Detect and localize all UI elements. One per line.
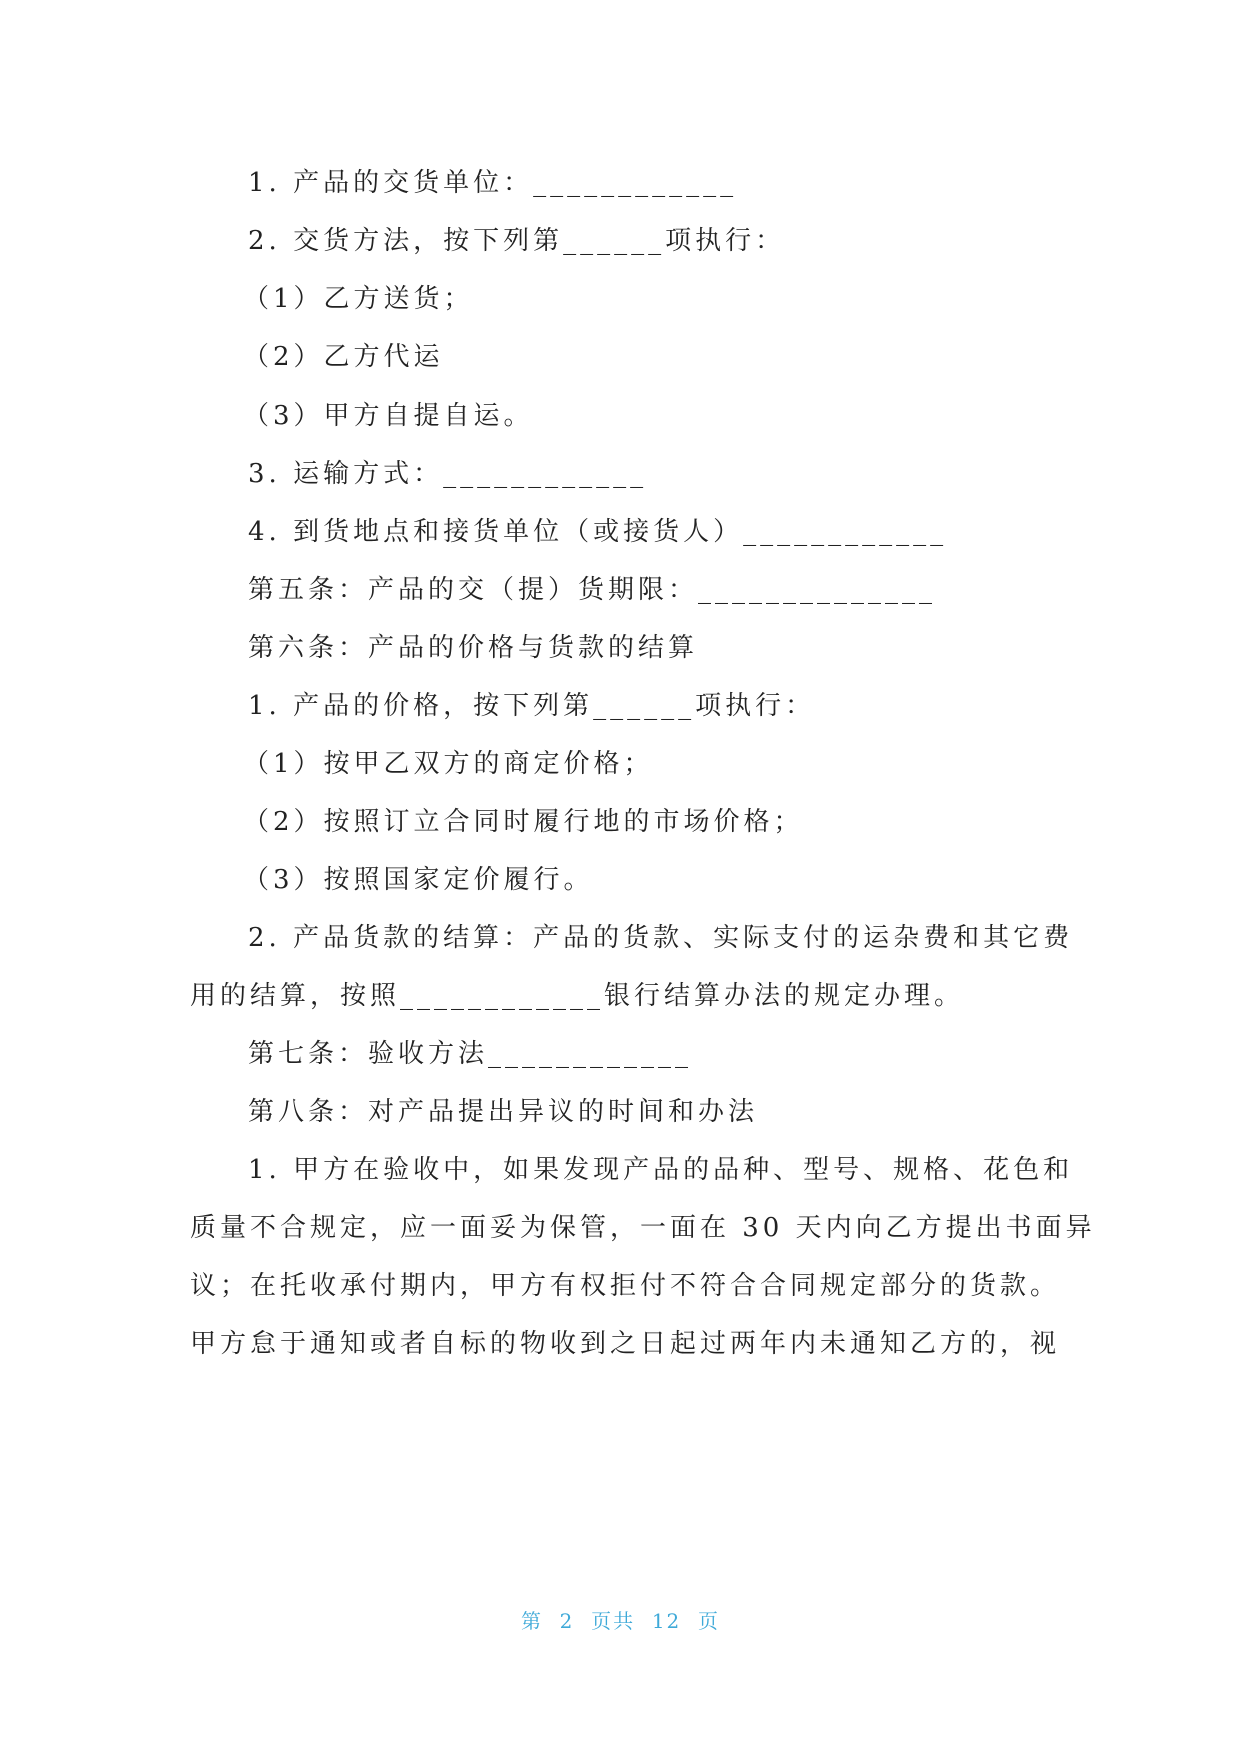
text-line: 1. 产品的价格，按下列第______项执行： xyxy=(248,691,816,721)
text-line: 1. 甲方在验收中，如果发现产品的品种、型号、规格、花色和 xyxy=(248,1155,1074,1185)
text-line: （3）按照国家定价履行。 xyxy=(243,865,594,895)
text-line: 第六条：产品的价格与货款的结算 xyxy=(248,633,699,663)
text-line: 第八条：对产品提出异议的时间和办法 xyxy=(248,1097,759,1127)
text-line: 第七条：验收方法____________ xyxy=(248,1039,693,1069)
text-line: 议；在托收承付期内，甲方有权拒付不符合合同规定部分的货款。 xyxy=(190,1271,1061,1301)
text-line: （2）按照订立合同时履行地的市场价格； xyxy=(243,807,804,837)
text-line: 2. 产品货款的结算：产品的货款、实际支付的运杂费和其它费 xyxy=(248,923,1074,953)
text-line: （2）乙方代运 xyxy=(243,342,444,372)
text-line: 第五条：产品的交（提）货期限：______________ xyxy=(248,575,937,605)
text-line: （1）按甲乙双方的商定价格； xyxy=(243,749,654,779)
text-line: 2. 交货方法，按下列第______项执行： xyxy=(248,226,786,256)
text-line: 4. 到货地点和接货单位（或接货人）____________ xyxy=(248,517,948,547)
page-footer: 第 2 页共 12 页 xyxy=(520,1609,721,1633)
text-line: （1）乙方送货； xyxy=(243,284,474,314)
text-line: 质量不合规定，应一面妥为保管，一面在 30 天内向乙方提出书面异 xyxy=(190,1213,1096,1243)
text-line: 用的结算，按照____________银行结算办法的规定办理。 xyxy=(190,981,965,1011)
text-line: 1. 产品的交货单位：____________ xyxy=(248,168,738,198)
text-line: 甲方怠于通知或者自标的物收到之日起过两年内未通知乙方的，视 xyxy=(190,1329,1061,1359)
text-line: 3. 运输方式：____________ xyxy=(248,459,648,489)
text-line: （3）甲方自提自运。 xyxy=(243,401,534,431)
